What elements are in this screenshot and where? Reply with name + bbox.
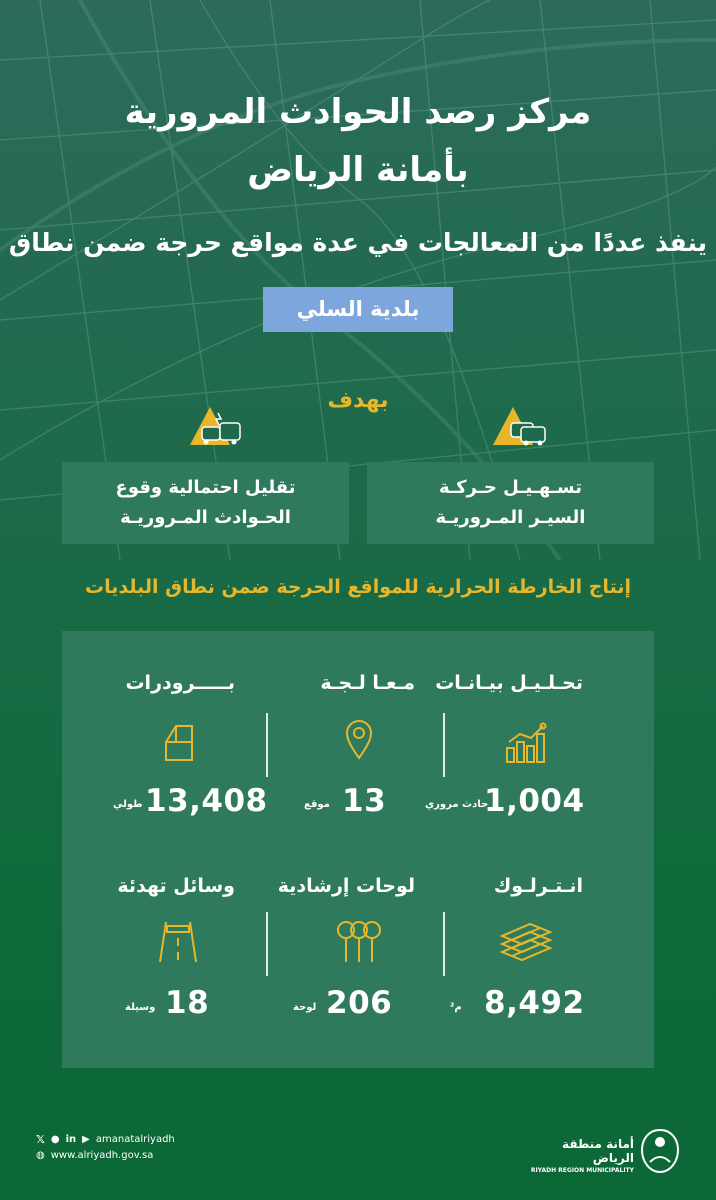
stat-title-data-analysis: تحـلـيـل بيـانـات xyxy=(435,672,583,694)
snapchat-icon[interactable]: ● xyxy=(50,1134,60,1145)
stat-value-calming: 18 xyxy=(165,985,210,1021)
goal-1-line-1: تسـهـيـل حـركـة xyxy=(439,477,582,498)
stat-unit-curbs: طولي xyxy=(113,799,143,810)
stat-unit-treatment: موقع xyxy=(304,799,330,810)
goal-1-line-2: السيـر المـروريـة xyxy=(435,507,586,528)
location-pin-icon xyxy=(343,718,375,762)
linkedin-icon[interactable]: in xyxy=(65,1134,77,1145)
municipality-logo xyxy=(638,1128,682,1174)
stats-divider xyxy=(266,713,268,777)
stat-unit-signs: لوحة xyxy=(293,1002,317,1013)
municipality-badge: بلدية السلي xyxy=(263,287,453,332)
goal-2-line-2: الحـوادث المـروريـة xyxy=(120,507,291,528)
stat-value-signs: 206 xyxy=(326,985,393,1021)
curb-block-icon xyxy=(162,720,198,764)
stat-value-interlock: 8,492 xyxy=(484,985,585,1021)
org-name-block xyxy=(530,1137,634,1174)
globe-icon: ◍ xyxy=(36,1150,45,1161)
interlock-pavers-icon xyxy=(498,922,554,964)
website-row xyxy=(36,1150,153,1161)
stat-title-treatment: مـعـا لـجـة xyxy=(320,672,415,694)
stats-divider xyxy=(266,912,268,976)
bar-chart-icon xyxy=(505,722,551,764)
road-signs-icon xyxy=(334,918,384,964)
cars-warning-icon xyxy=(493,405,547,449)
org-name-en: RIYADH REGION MUNICIPALITY xyxy=(530,1167,634,1174)
goal-box-reduce-accidents xyxy=(62,462,349,544)
title-line-1: مركز رصد الحوادث المرورية xyxy=(124,92,592,132)
stats-divider xyxy=(443,912,445,976)
stat-unit-calming: وسيلة xyxy=(125,1002,156,1013)
speed-bump-icon xyxy=(158,920,198,964)
goal-label: بهدف xyxy=(327,388,389,413)
stat-value-treatment: 13 xyxy=(342,783,387,819)
stat-title-signs: لوحات إرشادية xyxy=(277,875,415,897)
stat-value-curbs: 13,408 xyxy=(145,783,268,819)
subtitle: ينفذ عددًا من المعالجات في عدة مواقع حرجة ضمن نطاق xyxy=(8,228,708,257)
goal-underline xyxy=(380,385,496,415)
goal-2-line-1: تقليل احتمالية وقوع xyxy=(115,477,296,498)
stat-unit-interlock: م² xyxy=(450,1002,462,1013)
website-link[interactable]: www.alriyadh.gov.sa xyxy=(50,1150,154,1161)
x-icon[interactable]: 𝕏 xyxy=(36,1133,45,1146)
stat-value-data-analysis: 1,004 xyxy=(484,783,585,819)
stat-title-interlock: انـتـرلـوك xyxy=(493,875,583,897)
goal-box-traffic-flow xyxy=(367,462,654,544)
social-links xyxy=(36,1133,175,1146)
title-line-2: بأمانة الرياض xyxy=(247,150,469,190)
social-handle[interactable]: amanatalriyadh xyxy=(95,1134,175,1145)
stat-title-curbs: بـــــرودرات xyxy=(125,672,235,694)
youtube-icon[interactable]: ▶ xyxy=(82,1134,90,1145)
stat-unit-data-analysis: حادث مروري xyxy=(425,799,489,810)
heatmap-heading: إنتاج الخارطة الحرارية للمواقع الحرجة ضمن نطاق البلديات xyxy=(85,576,631,598)
org-name-ar: أمانة منطقة الرياض xyxy=(562,1137,634,1165)
car-crash-warning-icon xyxy=(190,405,244,449)
stat-title-calming: وسائل تهدئة xyxy=(117,875,235,897)
stats-divider xyxy=(443,713,445,777)
